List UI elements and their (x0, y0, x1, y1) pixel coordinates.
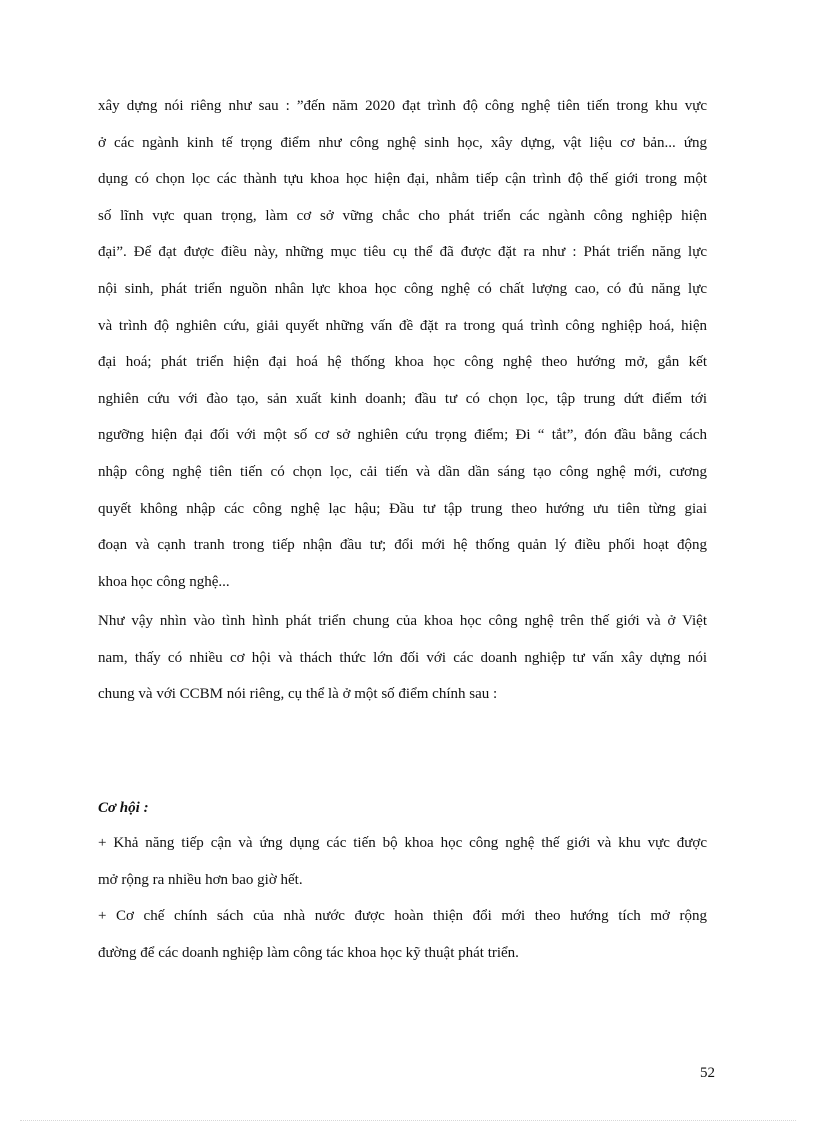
text-line: nhập công nghệ tiên tiến có chọn lọc, cải tiến và dần dần sáng tạo công nghệ mới, cương (98, 463, 707, 480)
list-item-line: + Cơ chế chính sách của nhà nước được hoàn thiện đổi mới theo hướng tích mở rộng (98, 908, 707, 925)
list-item-line: mở rộng ra nhiều hơn bao giờ hết. (98, 871, 303, 888)
text-line: nghiên cứu với đào tạo, sản xuất kinh doanh; đầu tư có chọn lọc, tập trung dứt điểm tới (98, 390, 707, 407)
text-line: đại hoá; phát triển hiện đại hoá hệ thống khoa học công nghệ theo hướng mở, gắn kết (98, 354, 707, 371)
opportunities-list (98, 825, 707, 971)
page-bottom-divider (20, 1120, 796, 1121)
text-line: Như vậy nhìn vào tình hình phát triển chung của khoa học công nghệ trên thế giới và ở Việt (98, 613, 707, 629)
text-line: ở các ngành kinh tế trọng điểm như công nghệ sinh học, xây dựng, vật liệu cơ bản... ứng (98, 134, 707, 151)
page-number: 52 (700, 1065, 715, 1081)
text-line: và trình độ nghiên cứu, giải quyết những vấn đề đặt ra trong quá trình công nghiệp hoá, hiện (98, 317, 707, 334)
text-line: nam, thấy có nhiều cơ hội và thách thức lớn đối với các doanh nghiệp tư vấn xây dựng nói (98, 649, 707, 666)
list-item-line: + Khả năng tiếp cận và ứng dụng các tiến bộ khoa học công nghệ thế giới và khu vực được (98, 835, 707, 851)
text-line: nội sinh, phát triển nguồn nhân lực khoa học công nghệ có chất lượng cao, có đủ năng lực (98, 280, 707, 297)
text-line: đoạn và cạnh tranh trong tiếp nhận đầu tư; đổi mới hệ thống quản lý điều phối hoạt động (98, 537, 707, 554)
section-heading: Cơ hội : (98, 800, 149, 816)
text-line: chung và với CCBM nói riêng, cụ thể là ở một số điểm chính sau : (98, 686, 498, 703)
text-line: khoa học công nghệ... (98, 573, 230, 590)
text-line: ngưỡng hiện đại đối với một số cơ sở nghiên cứu trọng điểm; Đi “ tắt”, đón đầu bằng cách (98, 427, 707, 444)
body-paragraph-2 (98, 603, 707, 713)
text-line: số lĩnh vực quan trọng, làm cơ sở vững chắc cho phát triển các ngành công nghiệp hiện (98, 207, 707, 224)
list-item-line: đường để các doanh nghiệp làm công tác khoa học kỹ thuật phát triển. (98, 944, 519, 961)
text-line: dụng có chọn lọc các thành tựu khoa học hiện đại, nhằm tiếp cận trình độ thế giới trong một (98, 171, 707, 188)
text-line: xây dựng nói riêng như sau : ”đến năm 2020 đạt trình độ công nghệ tiên tiến trong khu vực (98, 98, 707, 114)
text-line: quyết không nhập các công nghệ lạc hậu; Đầu tư tập trung theo hướng ưu tiên từng giai (98, 500, 707, 517)
body-paragraph-1 (98, 88, 707, 600)
text-line: đại”. Để đạt được điều này, những mục tiêu cụ thể đã được đặt ra như : Phát triển năng lực (98, 244, 707, 261)
